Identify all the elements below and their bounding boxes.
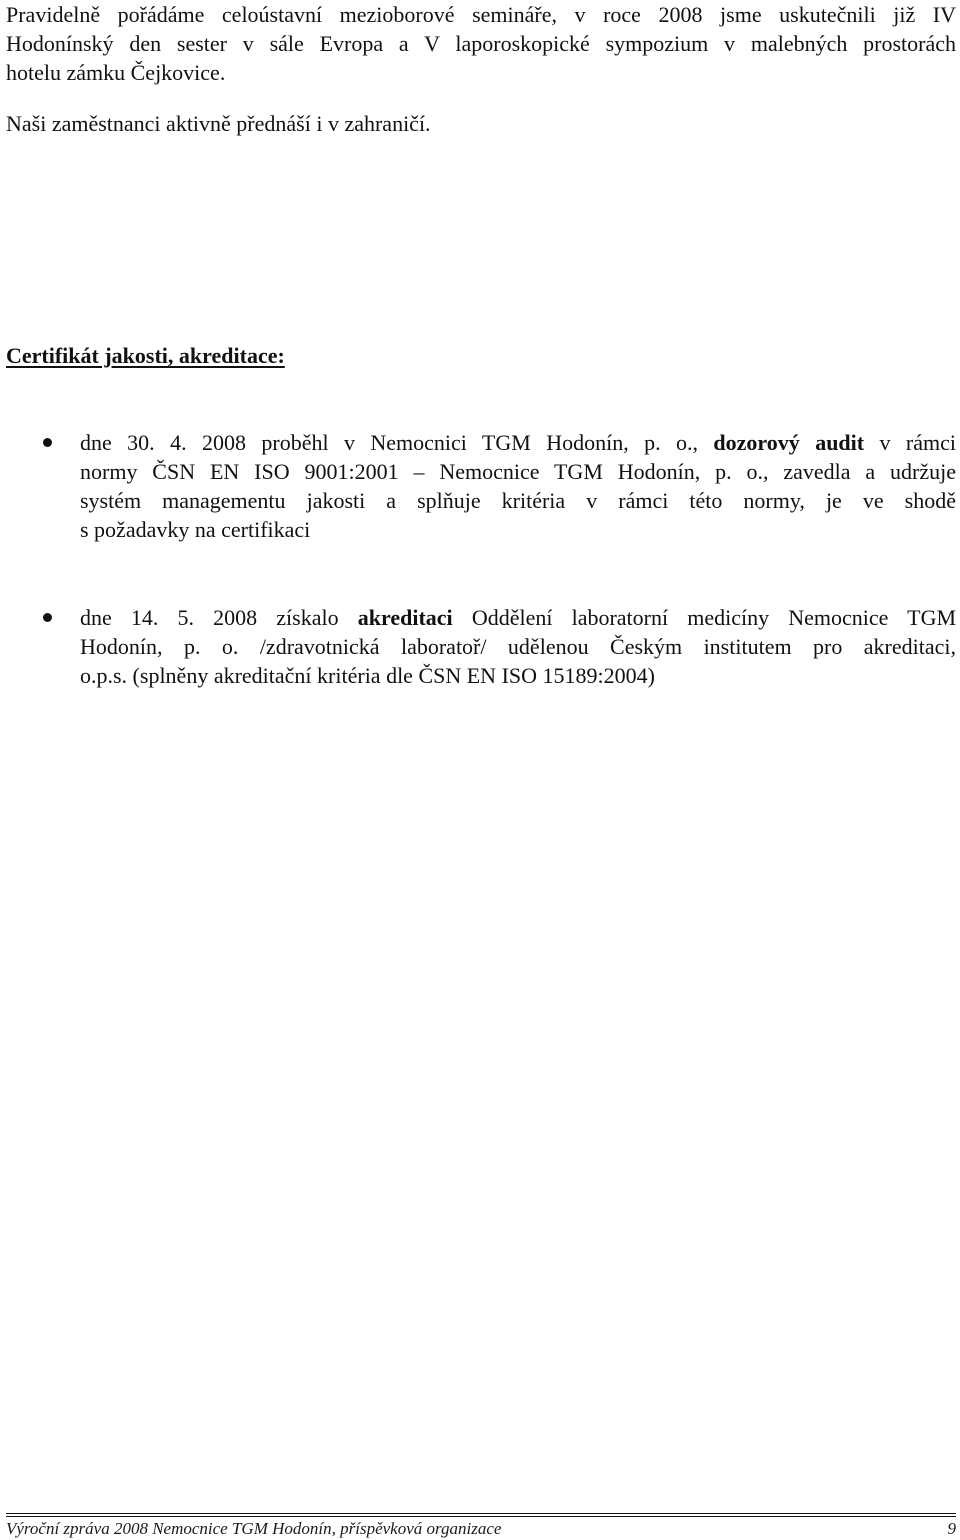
- bullet-1-text-bold: dozorový audit: [713, 430, 865, 455]
- bullet-1-line-1: [80, 428, 956, 457]
- bullet-2-text-bold: akreditaci: [357, 605, 453, 630]
- footer-title: Výroční zpráva 2008 Nemocnice TGM Hodonín, příspěvková organizace: [6, 1519, 502, 1538]
- bullet-1-line-3: systém managementu jakosti a splňuje kritéria v rámci této normy, je ve shodě: [80, 488, 956, 513]
- intro-paragraph: [6, 0, 956, 87]
- bullet-2-text-post: Oddělení laboratorní medicíny Nemocnice TGM: [471, 605, 957, 630]
- bullet-2-line-3: o.p.s. (splněny akreditační kritéria dle ČSN EN ISO 15189:2004): [80, 663, 655, 688]
- bullet-2-line-1: [80, 603, 956, 632]
- bullet-2-line-2: Hodonín, p. o. /zdravotnická laboratoř/ udělenou Českým institutem pro akreditaci,: [80, 634, 956, 659]
- bullet-2-text-pre: dne 14. 5. 2008 získalo: [80, 605, 339, 630]
- bullet-item-accreditation: [80, 603, 956, 690]
- intro-line-3: hotelu zámku Čejkovice.: [6, 60, 226, 85]
- section-heading: Certifikát jakosti, akreditace:: [6, 343, 285, 368]
- page-number: 9: [947, 1519, 956, 1538]
- bullet-1-text-post: v rámci: [879, 430, 956, 455]
- intro-line-2: Hodonínský den sester v sále Evropa a V laporoskopické sympozium v malebných prostorách: [6, 31, 956, 56]
- abroad-paragraph: Naši zaměstnanci aktivně přednáší i v zahraničí.: [6, 111, 431, 136]
- bullet-1-line-4: s požadavky na certifikaci: [80, 517, 311, 542]
- footer-divider: [6, 1513, 956, 1514]
- intro-line-1: Pravidelně pořádáme celoústavní mezioborové semináře, v roce 2008 jsme uskutečnili již IV: [6, 2, 956, 27]
- bullet-1-line-2: normy ČSN EN ISO 9001:2001 – Nemocnice TGM Hodonín, p. o., zavedla a udržuje: [80, 459, 956, 484]
- bullet-1-text-pre: dne 30. 4. 2008 proběhl v Nemocnici TGM Hodonín, p. o.,: [80, 430, 699, 455]
- footer-divider: [6, 1516, 956, 1517]
- bullet-icon: [43, 438, 52, 447]
- bullet-icon: [43, 613, 52, 622]
- bullet-item-audit: [80, 428, 956, 544]
